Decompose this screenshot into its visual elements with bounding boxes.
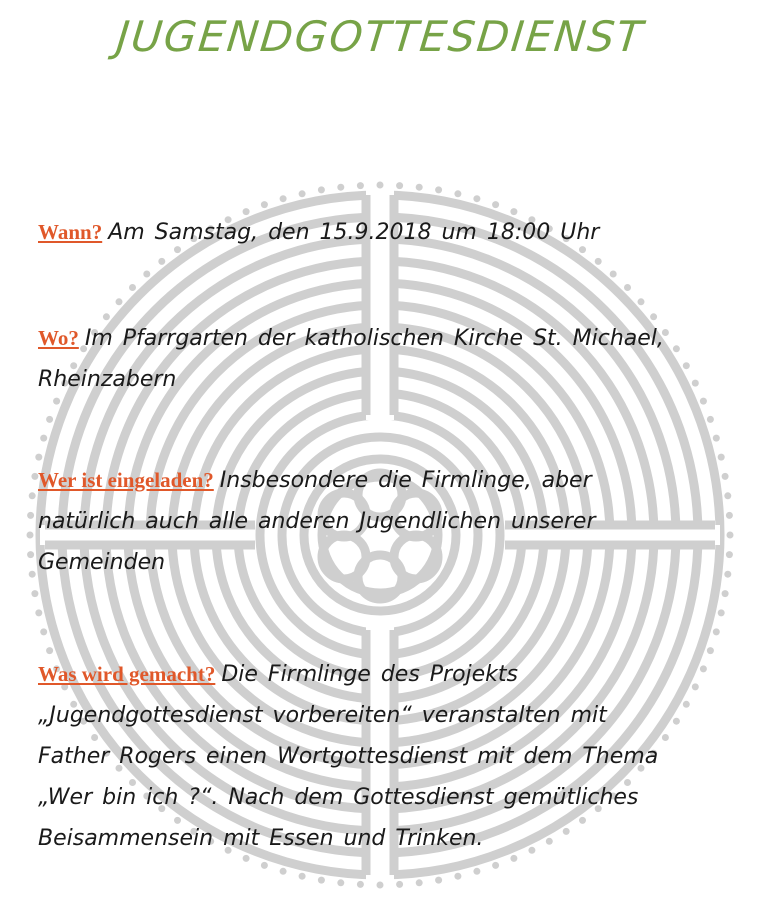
section-what-text-1: Die Firmlinge des Projekts	[221, 662, 519, 687]
section-who-text-3: Gemeinden	[38, 550, 166, 575]
section-what-text-4: „Wer bin ich ?“. Nach dem Gottesdienst gemütliches	[38, 785, 639, 810]
section-what-text-5: Beisammensein mit Essen und Trinken.	[38, 826, 484, 851]
section-where-label: Wo?	[38, 326, 79, 350]
section-when-label: Wann?	[38, 220, 103, 244]
section-what	[38, 654, 728, 859]
section-who	[38, 460, 728, 583]
section-when	[38, 212, 728, 253]
section-what-label: Was wird gemacht?	[38, 662, 216, 686]
section-what-text-3: Father Rogers einen Wortgottesdienst mit dem Thema	[38, 744, 659, 769]
section-where-text-2: Rheinzabern	[38, 367, 177, 392]
section-who-label: Wer ist eingeladen?	[38, 468, 214, 492]
page-title: JUGENDGOTTESDIENST	[114, 12, 647, 61]
section-who-text-1: Insbesondere die Firmlinge, aber	[219, 468, 592, 493]
section-what-text-2: „Jugendgottesdienst vorbereiten“ veranstalten mit	[38, 703, 607, 728]
section-who-text-2: natürlich auch alle anderen Jugendlichen unserer	[38, 509, 596, 534]
section-where-text-1: Im Pfarrgarten der katholischen Kirche St. Michael,	[84, 326, 664, 351]
section-when-text: Am Samstag, den 15.9.2018 um 18:00 Uhr	[108, 220, 600, 245]
section-where	[38, 318, 728, 400]
